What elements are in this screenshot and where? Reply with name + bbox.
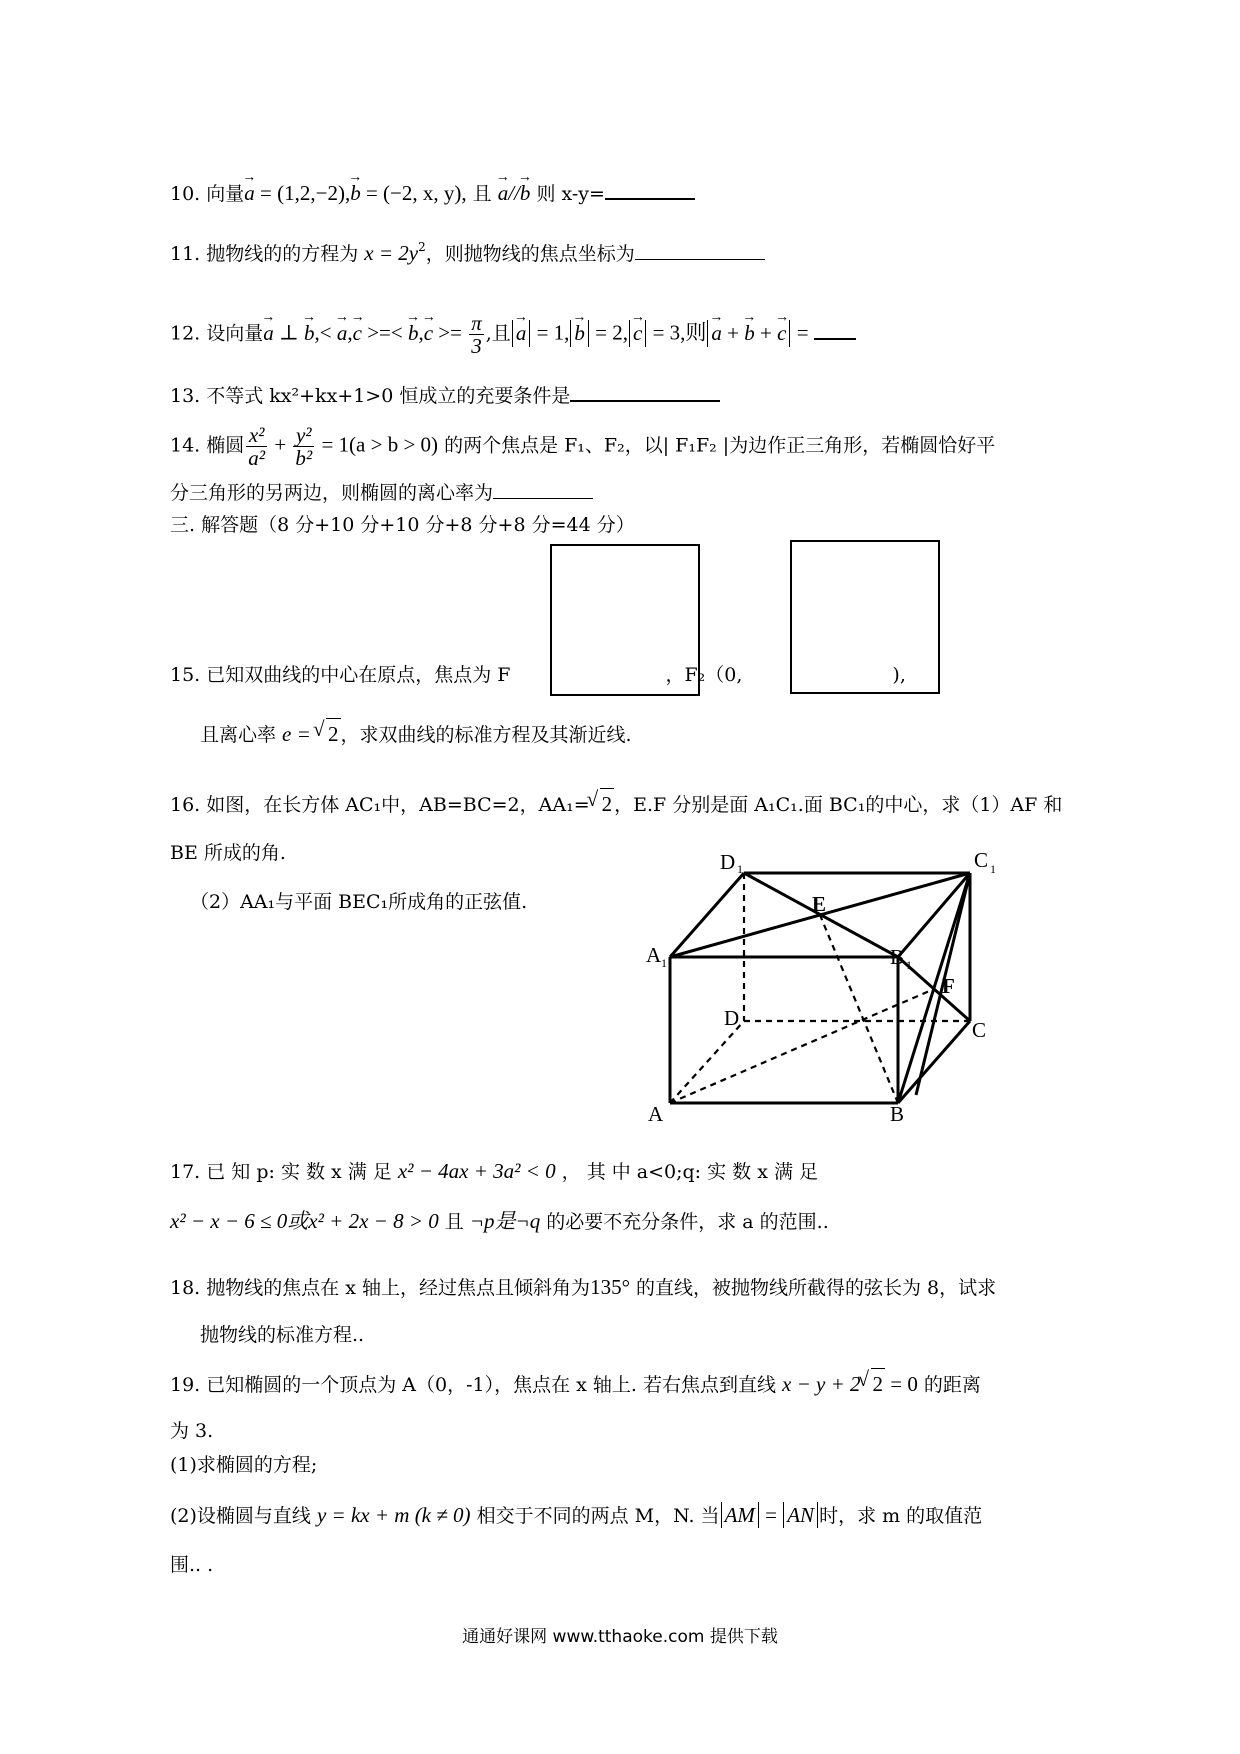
- answer-blank-11[interactable]: [635, 237, 765, 260]
- vector-a: → a: [244, 178, 255, 208]
- svg-text:1: 1: [737, 862, 743, 876]
- answer-blank-13[interactable]: [570, 378, 720, 402]
- label-b: B: [890, 1102, 905, 1125]
- question-16-line-3: （2）AA₁与平面 BEC₁所成角的正弦值.: [190, 891, 528, 913]
- question-16-line-2: BE 所成的角.: [170, 842, 286, 864]
- question-13: 13. 不等式 kx²+kx+1>0 恒成立的充要条件是: [170, 378, 720, 411]
- cuboid-figure: [640, 845, 1020, 1125]
- hidden-a-f: [670, 989, 934, 1103]
- question-14: 14. 椭圆 $\frac{\text{x²}}{\text{a²}}$ + $\frac{\text{y²}}{\text{b²}}$ = 1(a > b > 0) 的两个焦点是 F₁、F₂，以| F₁F₂ |为边作正三角形，若椭圆恰好平: [170, 423, 996, 470]
- answer-blank-10[interactable]: [605, 176, 695, 200]
- svg-text:1: 1: [990, 862, 996, 876]
- question-15-line-2: 且离心率 e = √ 2 ，求双曲线的标准方程及其渐近线.: [200, 718, 632, 750]
- question-17-line-2: x² − x − 6 ≤ 0或x² + 2x − 8 > 0 且 ¬p是¬q 的必要不充分条件，求 a 的范围..: [170, 1209, 829, 1233]
- label-c1: C: [974, 848, 989, 872]
- svg-text:1: 1: [906, 958, 912, 972]
- label-d: D: [724, 1006, 740, 1030]
- question-19-line-last: 围.. .: [170, 1554, 214, 1576]
- question-19-line-2: 为 3.: [170, 1420, 214, 1442]
- edge-a1-d1: [670, 873, 744, 957]
- question-19-part-1: (1)求椭圆的方程;: [170, 1454, 318, 1476]
- page-footer: 通通好课网 www.tthaoke.com 提供下载: [462, 1627, 778, 1647]
- section-heading: 三. 解答题（8 分+10 分+10 分+8 分+8 分=44 分）: [170, 514, 635, 536]
- question-18-line-2: 抛物线的标准方程..: [200, 1324, 365, 1346]
- question-19: 19. 已知椭圆的一个顶点为 A（0，-1），焦点在 x 轴上. 若右焦点到直线 x − y + 2√ 2 = 0 的距离: [170, 1368, 981, 1400]
- label-a1: A: [646, 943, 662, 967]
- label-f: F: [942, 974, 955, 998]
- label-c: C: [972, 1018, 987, 1042]
- question-17: 17. 已 知 p: 实 数 x 满 足 x² − 4ax + 3a² < 0 ， 其 中 a<0;q: 实 数 x 满 足: [170, 1159, 818, 1183]
- answer-blank-14[interactable]: [493, 476, 593, 499]
- svg-text:1: 1: [661, 956, 667, 970]
- label-a: A: [648, 1102, 664, 1125]
- question-18: 18. 抛物线的焦点在 x 轴上，经过焦点且倾斜角为135° 的直线，被抛物线所截得的弦长为 8，试求: [170, 1275, 997, 1299]
- label-d1: D: [720, 850, 736, 874]
- edge-b-c: [898, 1021, 970, 1103]
- hidden-a-d: [670, 1021, 744, 1103]
- question-15: 15. 已知双曲线的中心在原点，焦点为 F ，F₂（0, ),: [170, 664, 906, 686]
- answer-blank-12[interactable]: [814, 316, 856, 340]
- diag-c1-b: [898, 873, 970, 1103]
- pi-over-3: $\frac{\pi}{3}$: [471, 311, 482, 358]
- question-10: 10. 向量→ a = (1,2,−2),→ b = (−2, x, y), 且 → a//→ b 则 x-y=: [170, 176, 695, 209]
- label-e: E: [812, 892, 827, 916]
- question-19-part-2: (2)设椭圆与直线 y = kx + m (k ≠ 0) 相交于不同的两点 M，N. 当 AM = AN 时，求 m 的取值范: [170, 1503, 983, 1527]
- question-16: 16. 如图，在长方体 AC₁中，AB=BC=2，AA₁=√ 2 ，E.F 分别是面 A₁C₁.面 BC₁的中心，求（1）AF 和: [170, 788, 1062, 820]
- label-b1: B: [890, 945, 905, 969]
- question-14-line-2: 分三角形的另两边，则椭圆的离心率为: [170, 476, 593, 508]
- vector-b: → b: [350, 178, 361, 208]
- question-11: 11. 抛物线的的方程为 $x = 2y^2$，则抛物线的焦点坐标为: [170, 232, 765, 269]
- question-12: 12. 设向量→ a ⊥ → b,< → a,→ c >=< → b,→ c >= $\frac{\pi}{3}$ ,且→ a = 1,→ b = 2,→ c = 3,则→ a + → b + → c =: [170, 312, 856, 357]
